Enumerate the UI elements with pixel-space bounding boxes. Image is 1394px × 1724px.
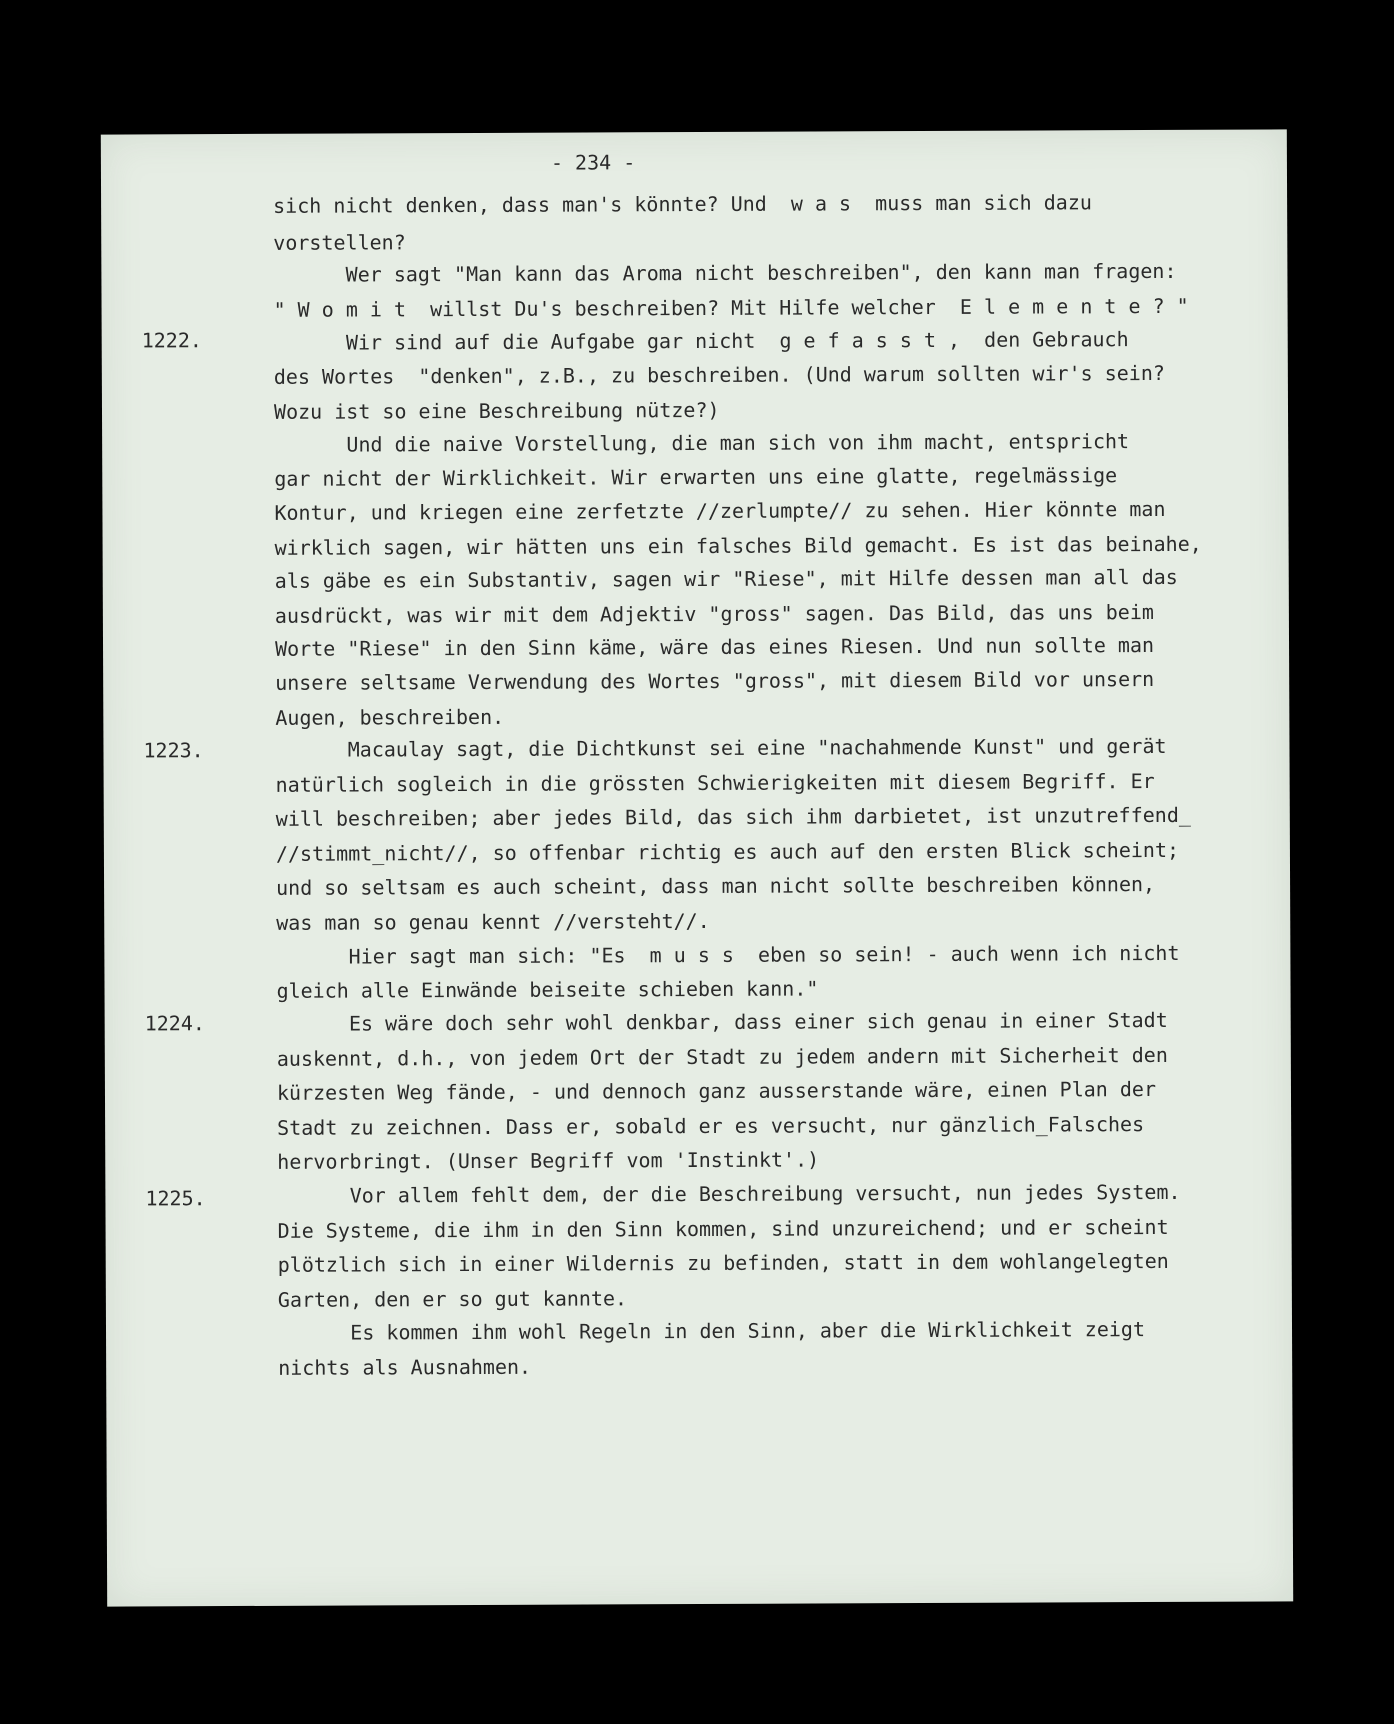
text-line-19: will beschreiben; aber jedes Bild, das sich ihm darbietet, ist unzutreffend_ (275, 802, 1191, 831)
text-line-22: was man so genau kennt //versteht//. (276, 908, 710, 935)
text-line-29: hervorbringt. (Unser Begriff vom 'Instinkt'.) (277, 1147, 820, 1174)
text-line-7: Wozu ist so eine Beschreibung nütze?) (273, 397, 720, 424)
text-line-2: vorstellen? (273, 230, 406, 255)
remark-number-1224: 1224. (144, 1011, 205, 1036)
page-number: - 234 - (550, 150, 636, 175)
text-line-27: kürzesten Weg fände, - und dennoch ganz ausserstande wäre, einen Plan der (276, 1076, 1157, 1105)
text-line-26: auskennt, d.h., von jedem Ort der Stadt zu jedem andern mit Sicherheit den (276, 1042, 1168, 1071)
text-line-33: Garten, den er so gut kannte. (277, 1286, 628, 1312)
remark-number-1222: 1222. (141, 328, 202, 353)
text-line-28: Stadt zu zeichnen. Dass er, sobald er es versucht, nur gänzlich_Falsches (277, 1112, 1145, 1140)
text-line-32: plötzlich sich in einer Wildernis zu befinden, statt in dem wohlangelegten (277, 1248, 1169, 1277)
text-line-1: sich nicht denken, dass man's könnte? Und w a s muss man sich dazu (273, 190, 1092, 218)
text-line-17: Macaulay sagt, die Dichtkunst sei eine "nachahmende Kunst" und gerät (275, 733, 1167, 762)
text-line-8: Und die naive Vorstellung, die man sich von ihm macht, entspricht (274, 429, 1130, 457)
text-line-25: Es wäre doch sehr wohl denkbar, dass einer sich genau in einer Stadt (276, 1007, 1168, 1036)
text-line-15: unsere seltsame Verwendung des Wortes "gross", mit diesem Bild vor unsern (275, 667, 1155, 695)
remark-number-1225: 1225. (145, 1186, 206, 1211)
text-line-34: Es kommen ihm wohl Regeln in den Sinn, aber die Wirklichkeit zeigt (277, 1317, 1146, 1345)
text-line-21: und so seltsam es auch scheint, dass man nicht sollte beschreiben können, (276, 872, 1156, 900)
text-line-16: Augen, beschreiben. (275, 704, 505, 730)
text-line-14: Worte "Riese" in den Sinn käme, wäre das eines Riesen. Und nun sollte man (274, 633, 1155, 661)
text-line-24: gleich alle Einwände beiseite schieben kann." (276, 976, 819, 1003)
text-line-20: //stimmt_nicht//, so offenbar richtig es auch auf den ersten Blick scheint; (275, 837, 1180, 866)
text-line-13: ausdrückt, was wir mit dem Adjektiv "gross" sagen. Das Bild, das uns beim (274, 600, 1154, 628)
text-line-4: " W o m i t willst Du's beschreiben? Mit Hilfe welcher E l e m e n t e ? " (273, 293, 1189, 322)
text-line-30: Vor allem fehlt dem, der die Beschreibung versucht, nun jedes System. (277, 1179, 1181, 1208)
text-line-6: des Wortes "denken", z.B., zu beschreiben. (Und warum sollten wir's sein? (273, 360, 1165, 389)
text-line-31: Die Systeme, die ihm in den Sinn kommen, sind unzureichend; und er scheint (277, 1214, 1169, 1243)
typescript-page (101, 129, 1293, 1606)
remark-number-1223: 1223. (143, 738, 204, 763)
text-line-5: Wir sind auf die Aufgabe gar nicht g e f a s s t , den Gebrauch (273, 327, 1129, 355)
text-line-35: nichts als Ausnahmen. (278, 1354, 532, 1380)
text-line-12: als gäbe es ein Substantiv, sagen wir "Riese", mit Hilfe dessen man all das (274, 564, 1178, 593)
text-line-3: Wer sagt "Man kann das Aroma nicht beschreiben", den kann man fragen: (273, 258, 1177, 287)
text-line-23: Hier sagt man sich: "Es m u s s eben so sein! - auch wenn ich nicht (276, 940, 1180, 969)
text-line-10: Kontur, und kriegen eine zerfetzte //zerlumpte// zu sehen. Hier könnte man (274, 496, 1166, 525)
text-line-18: natürlich sogleich in die grössten Schwierigkeiten mit diesem Begriff. Er (275, 769, 1155, 797)
text-line-11: wirklich sagen, wir hätten uns ein falsches Bild gemacht. Es ist das beinahe, (274, 531, 1202, 560)
text-line-9: gar nicht der Wirklichkeit. Wir erwarten uns eine glatte, regelmässige (274, 463, 1118, 491)
